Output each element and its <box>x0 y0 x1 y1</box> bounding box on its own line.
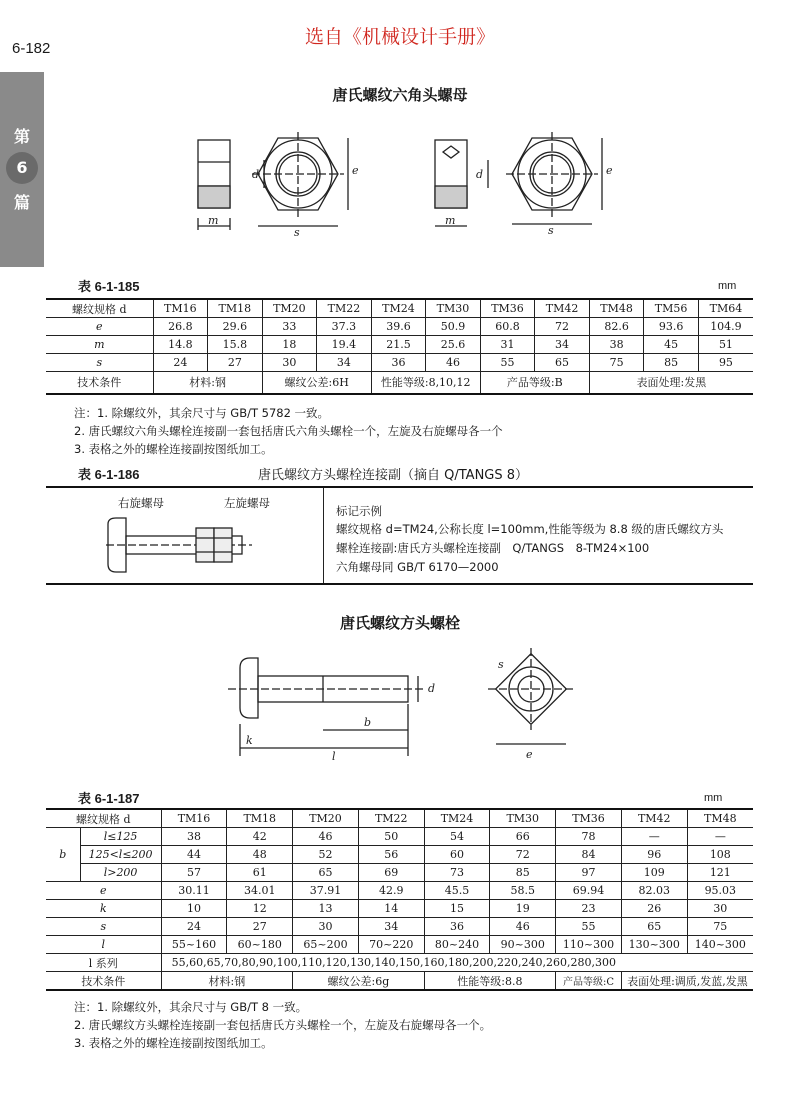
label-d-bolt: d <box>428 682 436 695</box>
label-l-bolt: l <box>332 750 336 763</box>
page-number: 6-182 <box>12 40 51 57</box>
notes-187: 注：1. 除螺纹外，其余尺寸与 GB/T 8 一致。 2. 唐氏螺纹方头螺栓连接副一套包括唐氏方头螺栓一个，左旋及右旋螺母各一个。 3. 表格之外的螺栓连接副按图纸加工。 <box>74 1000 492 1050</box>
table-187-unit: mm <box>704 792 723 804</box>
table-row-lseries: l 系列 55,60,65,70,80,90,100,110,120,130,140,150,160,180,200,220,240,260,280,300 <box>46 954 753 972</box>
table-row: 螺纹规格 d TM16 TM18 TM20 TM22 TM24 TM30 TM36 TM42 TM48 TM56 TM64 <box>46 299 753 318</box>
table-row: e 30.11 34.01 37.91 42.9 45.5 58.5 69.94 82.03 95.03 <box>46 882 753 900</box>
table-row-tech: 技术条件 材料:钢 螺纹公差:6g 性能等级:8.8 产品等级:C 表面处理:调质,发蓝,发黑 <box>46 972 753 991</box>
table-185 <box>46 298 753 395</box>
right-nut-label: 右旋螺母 <box>118 496 164 510</box>
table-row: 螺纹规格 d TM16 TM18 TM20 TM22 TM24 TM30 TM36 TM42 TM48 <box>46 809 753 828</box>
hex-nut-drawing <box>180 130 640 240</box>
label-m-1: m <box>208 214 219 227</box>
label-b-bolt: b <box>364 716 372 729</box>
table-186 <box>46 486 753 585</box>
label-m-2: m <box>445 214 456 227</box>
marking-line-3: 六角螺母同 GB/T 6170—2000 <box>336 560 499 574</box>
table-row: e 26.8 29.6 33 37.3 39.6 50.9 60.8 72 82.6 93.6 104.9 <box>46 318 753 336</box>
notes-185: 注：1. 除螺纹外，其余尺寸与 GB/T 5782 一致。 2. 唐氏螺纹六角头螺栓连接副一套包括唐氏六角头螺栓一个，左旋及右旋螺母各一个 3. 表格之外的螺栓连接副按图纸加工。 <box>74 406 503 456</box>
label-k-bolt: k <box>246 734 253 747</box>
label-s-2: s <box>548 224 554 237</box>
table-row: b l≤125 38 42 46 50 54 66 78 — — <box>46 828 753 846</box>
table-185-label: 表 6-1-185 <box>78 279 140 294</box>
table-row: l 55~160 60~180 65~200 70~220 80~240 90~300 110~300 130~300 140~300 <box>46 936 753 954</box>
label-e-1: e <box>352 164 359 177</box>
section-title-square-bolt: 唐氏螺纹方头螺栓 <box>339 614 460 632</box>
label-s-bolt: s <box>498 658 504 671</box>
left-nut-label: 左旋螺母 <box>224 496 270 510</box>
table-186-label: 表 6-1-186 <box>78 467 140 482</box>
table-row: k 10 12 13 14 15 19 23 26 30 <box>46 900 753 918</box>
table-185-unit: mm <box>718 280 737 292</box>
label-d-1: d <box>252 168 260 181</box>
label-d-2: d <box>476 168 484 181</box>
marking-line-2: 螺栓连接副:唐氏方头螺栓连接副 Q/TANGS 8-TM24×100 <box>336 541 650 555</box>
table-187-label: 表 6-1-187 <box>78 791 140 806</box>
chapter-char-1: 第 <box>13 127 30 146</box>
chapter-char-3: 篇 <box>13 193 30 212</box>
table-row: s 24 27 30 34 36 46 55 65 75 <box>46 918 753 936</box>
label-s-1: s <box>294 226 300 239</box>
table-row: l>200 57 61 65 69 73 85 97 109 121 <box>46 864 753 882</box>
label-e-2: e <box>606 164 613 177</box>
square-bolt-drawing <box>228 648 588 764</box>
table-row: 125<l≤200 44 48 52 56 60 72 84 96 108 <box>46 846 753 864</box>
table-row: m 14.8 15.8 18 19.4 21.5 25.6 31 34 38 45 51 <box>46 336 753 354</box>
table-row-tech: 技术条件 材料:钢 螺纹公差:6H 性能等级:8,10,12 产品等级:B 表面处理:发黑 <box>46 372 753 394</box>
table-186-title: 唐氏螺纹方头螺栓连接副（摘自 Q/TANGS 8） <box>258 468 529 483</box>
source-header: 选自《机械设计手册》 <box>304 26 495 48</box>
chapter-char-2: 6 <box>16 158 28 177</box>
section-title-hex-nut: 唐氏螺纹六角头螺母 <box>332 86 468 104</box>
bolt-assembly-drawing <box>106 516 256 576</box>
marking-line-1: 螺纹规格 d=TM24,公称长度 l=100mm,性能等级为 8.8 级的唐氏螺纹方头 <box>336 522 724 536</box>
label-e-bolt: e <box>526 748 533 761</box>
marking-title: 标记示例 <box>336 504 382 518</box>
table-187 <box>46 808 753 991</box>
table-row: s 24 27 30 34 36 46 55 65 75 85 95 <box>46 354 753 372</box>
